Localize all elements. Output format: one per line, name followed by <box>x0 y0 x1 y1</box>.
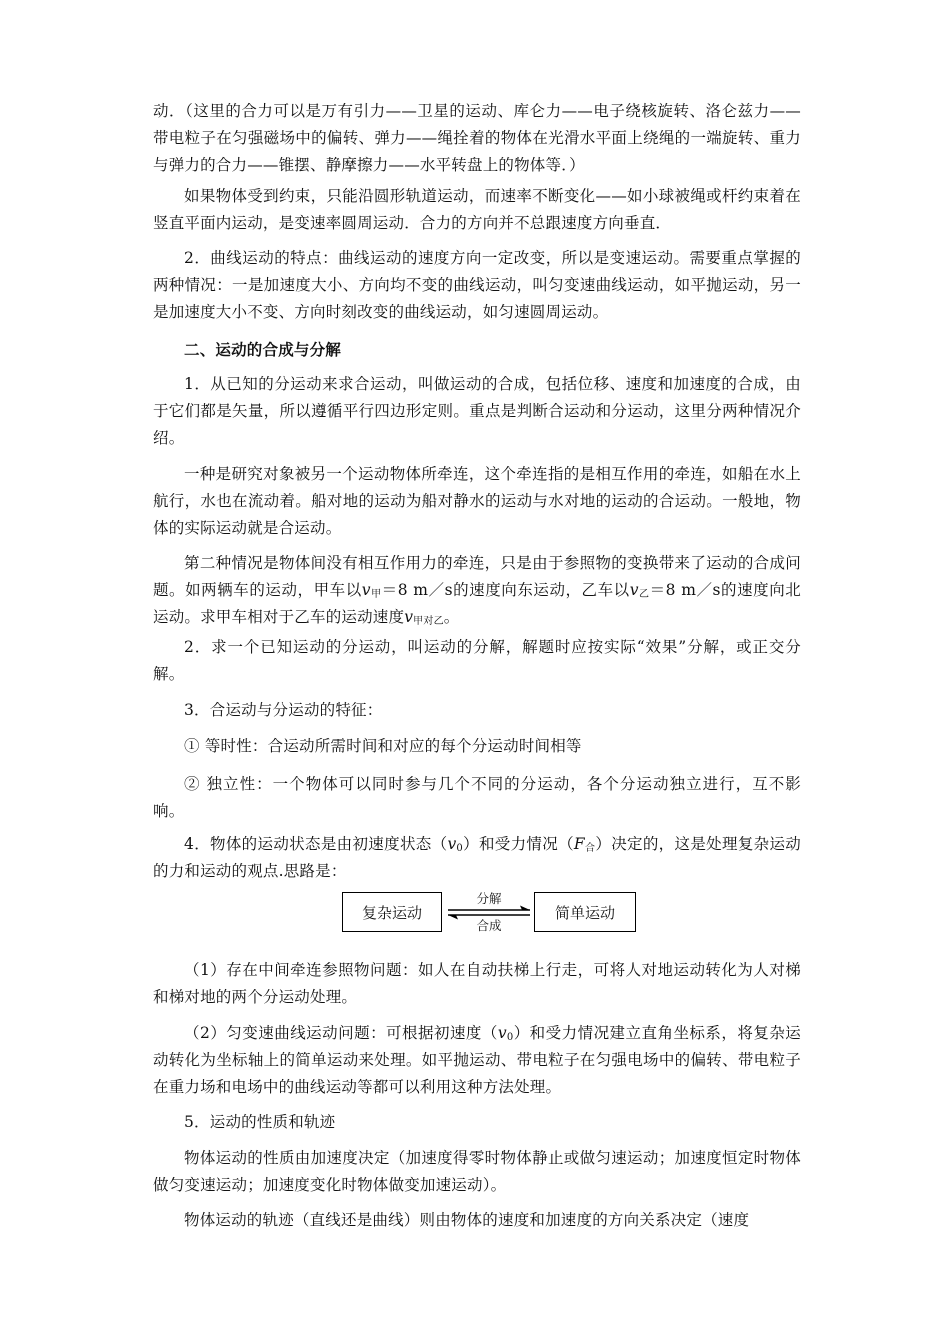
subscript-zero: 0 <box>456 843 463 854</box>
subscript-zero: 0 <box>506 1032 514 1043</box>
paragraph-11 <box>153 831 801 885</box>
paragraph-1: 动．（这里的合力可以是万有引力——卫星的运动、库仑力——电子绕核旋转、洛仑兹力——带电粒子在匀强磁场中的偏转、弹力——绳拴着的物体在光滑水平面上绕绳的一端旋转、重力与弹力的合力——锥摆、静摩擦力——水平转盘上的物体等．） <box>153 102 801 174</box>
subscript-yi: 乙 <box>638 589 650 600</box>
paragraph-7: 2．求一个已知运动的分运动，叫运动的分解，解题时应按实际“效果”分解，或正交分解。 <box>153 638 801 683</box>
p6-text-a: 第二种情况是物体间没有相互作用力的牵连，只是由于参照物的变换带来了运动的合成问题。如两辆车的运动，甲车以 <box>153 554 801 599</box>
subscript-jia: 甲 <box>370 589 382 600</box>
velocity-symbol: v <box>404 608 414 626</box>
force-symbol: F <box>573 835 585 853</box>
subscript-relative: 甲对乙 <box>413 616 444 627</box>
compose-label: 合成 <box>476 918 502 933</box>
subscript-he: 合 <box>584 843 596 854</box>
p6-text-c: ＝8 m／s的速度向北运动。求甲车相对于乙车的运动速度 <box>153 581 801 626</box>
paragraph-15: 物体运动的性质由加速度决定（加速度得零时物体静止或做匀速运动；加速度恒定时物体做匀变速运动；加速度变化时物体做变加速运动）。 <box>153 1149 801 1194</box>
paragraph-9: ① 等时性：合运动所需时间和对应的每个分运动时间相等 <box>184 737 582 755</box>
velocity-symbol: v <box>629 581 639 599</box>
v0-symbol: v <box>497 1024 507 1042</box>
p11-text-a: 4．物体的运动状态是由初速度状态（ <box>184 835 448 853</box>
decompose-label: 分解 <box>476 891 502 906</box>
velocity-symbol: v <box>361 581 371 599</box>
simple-motion-box: 简单运动 <box>534 892 636 932</box>
paragraph-12: （1）存在中间牵连参照物问题：如人在自动扶梯上行走，可将人对地运动转化为人对梯和梯对地的两个分运动处理。 <box>153 961 801 1006</box>
section-heading: 二、运动的合成与分解 <box>184 340 342 359</box>
paragraph-14: 5．运动的性质和轨迹 <box>184 1113 336 1131</box>
synthesis-decomposition-diagram <box>342 892 636 934</box>
p11-text-b: ）和受力情况（ <box>462 835 574 853</box>
paragraph-6 <box>153 550 801 631</box>
p6-text-d: 。 <box>443 608 460 626</box>
complex-motion-box: 复杂运动 <box>342 892 442 932</box>
paragraph-2: 如果物体受到约束，只能沿圆形轨道运动，而速率不断变化——如小球被绳或杆约束着在竖直平面内运动，是变速率圆周运动．合力的方向并不总跟速度方向垂直． <box>153 187 801 232</box>
paragraph-10: ② 独立性：一个物体可以同时参与几个不同的分运动，各个分运动独立进行，互不影响。 <box>153 775 801 820</box>
p13-text-a: （2）匀变速曲线运动问题：可根据初速度（ <box>184 1024 498 1042</box>
p6-text-b: ＝8 m／s的速度向东运动，乙车以 <box>381 581 630 599</box>
p11-text-c: ）决定的，这是处理复杂运动的力和运动的观点.思路是： <box>153 835 802 880</box>
paragraph-8: 3．合运动与分运动的特征： <box>184 701 383 719</box>
paragraph-3: 2．曲线运动的特点：曲线运动的速度方向一定改变，所以是变速运动。需要重点掌握的两种情况：一是加速度大小、方向均不变的曲线运动，叫匀变速曲线运动，如平抛运动，另一是加速度大小不变、方向时刻改变的曲线运动，如匀速圆周运动。 <box>153 249 801 321</box>
paragraph-5: 一种是研究对象被另一个运动物体所牵连，这个牵连指的是相互作用的牵连，如船在水上航行，水也在流动着。船对地的运动为船对静水的运动与水对地的运动的合运动。一般地，物体的实际运动就是合运动。 <box>153 465 801 537</box>
paragraph-13 <box>153 1020 801 1101</box>
paragraph-4: 1．从已知的分运动来求合运动，叫做运动的合成，包括位移、速度和加速度的合成，由于它们都是矢量，所以遵循平行四边形定则。重点是判断合运动和分运动，这里分两种情况介绍。 <box>153 375 801 447</box>
v0-symbol: v <box>447 835 457 853</box>
p13-text-b: ）和受力情况建立直角坐标系，将复杂运动转化为坐标轴上的简单运动来处理。如平抛运动、带电粒子在匀强电场中的偏转、带电粒子在重力场和电场中的曲线运动等都可以利用这种方法处理。 <box>153 1024 801 1096</box>
paragraph-16: 物体运动的轨迹（直线还是曲线）则由物体的速度和加速度的方向关系决定（速度 <box>184 1211 750 1229</box>
